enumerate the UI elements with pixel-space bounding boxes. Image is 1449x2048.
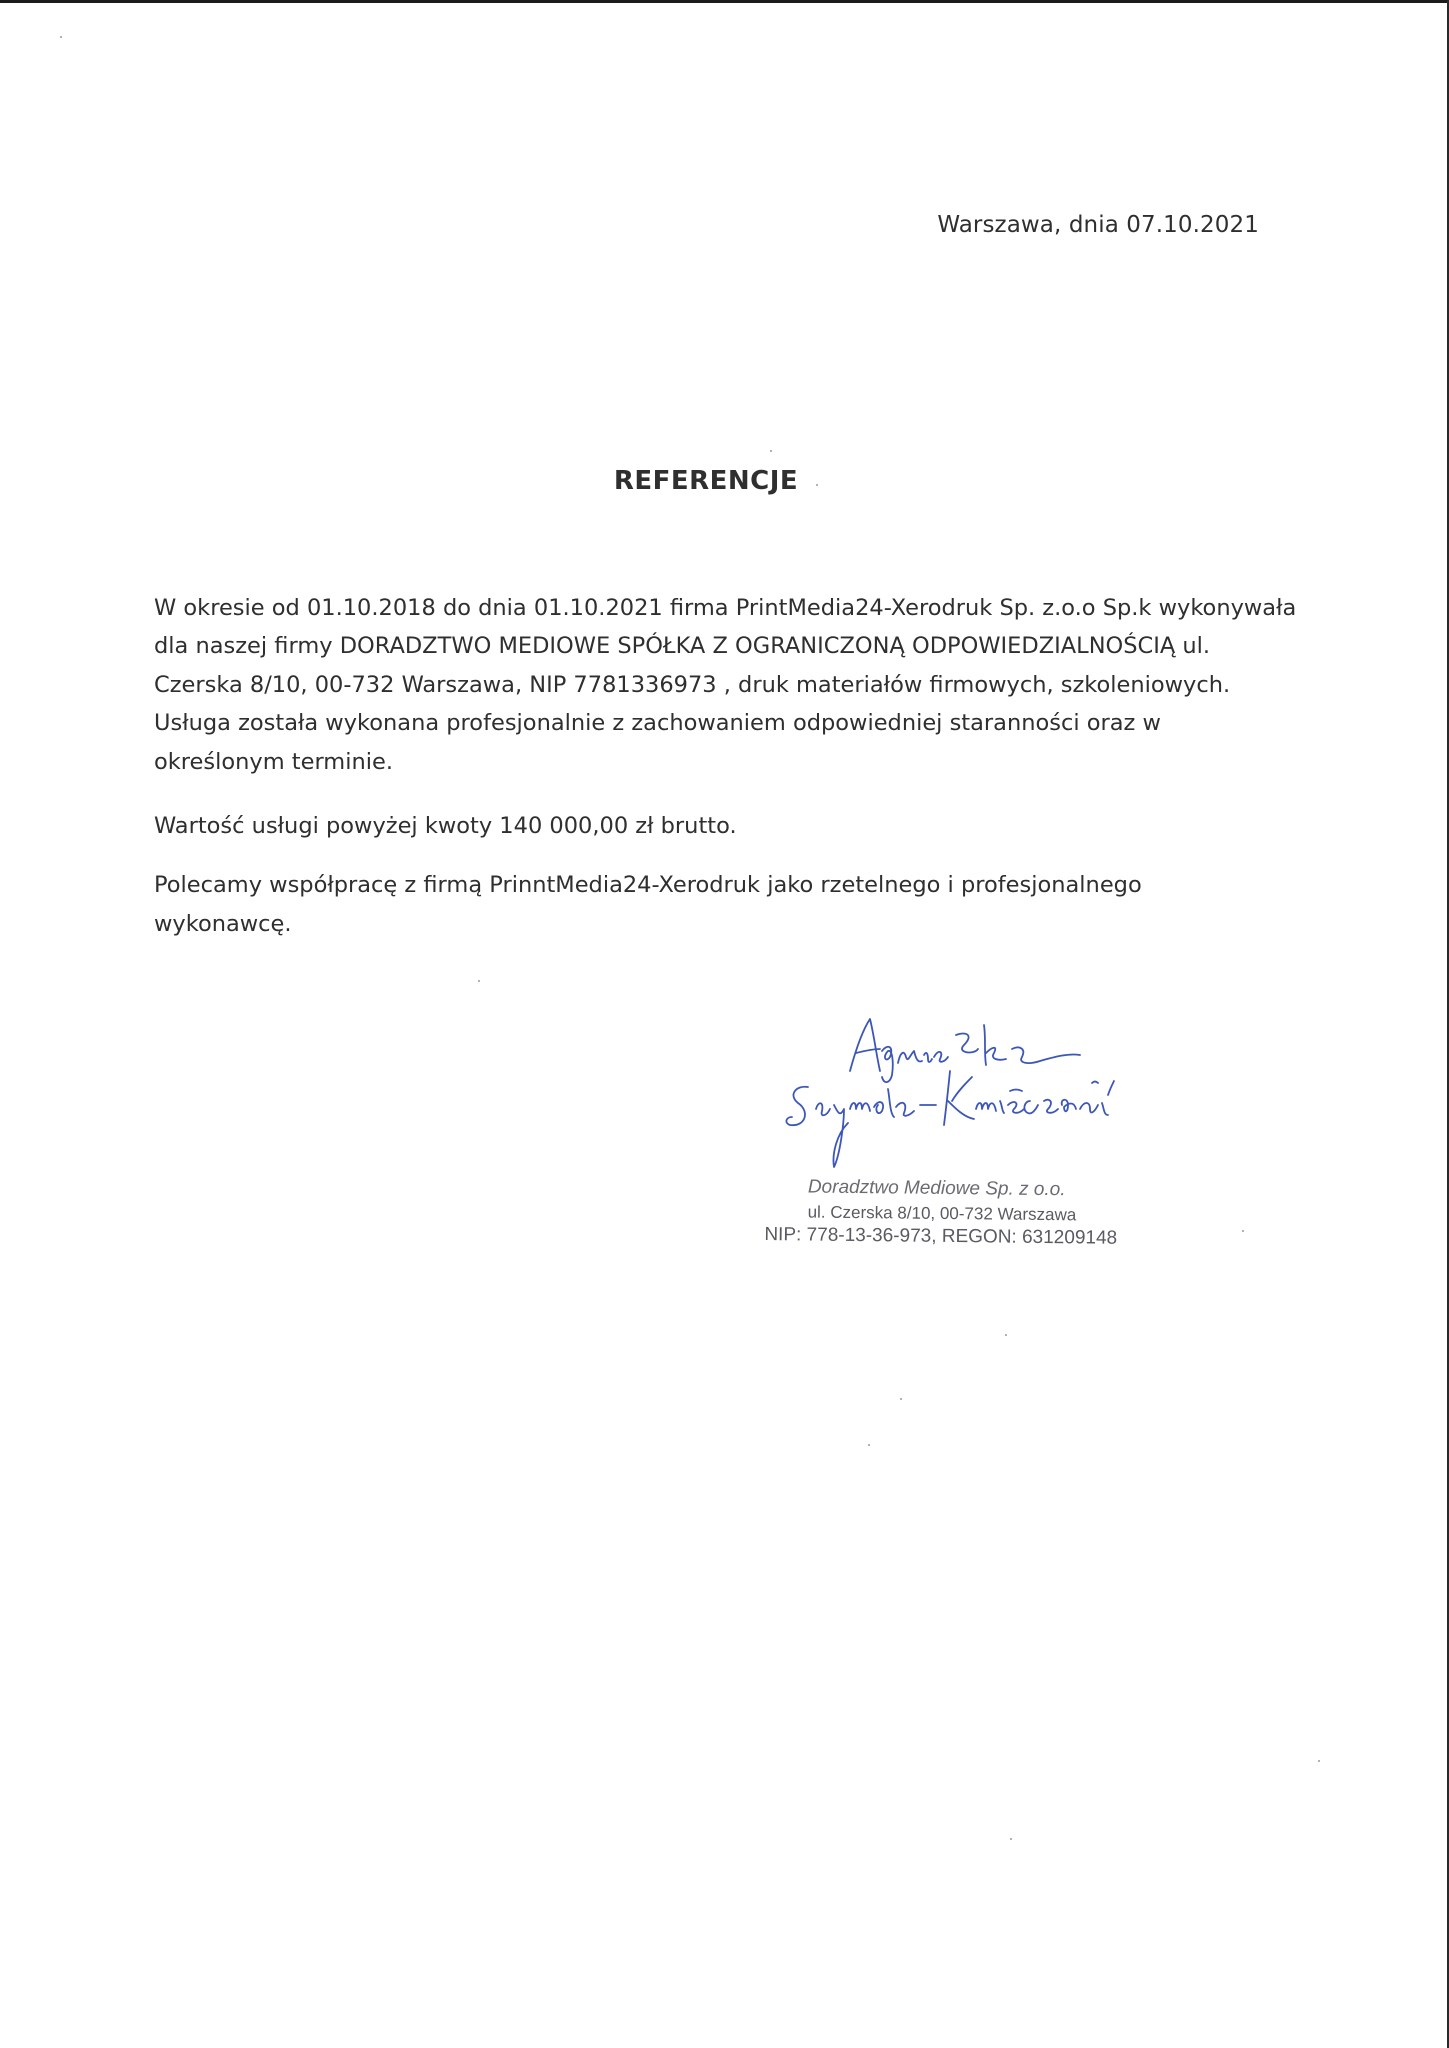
paragraph-3-line-2: wykonawcę. xyxy=(154,911,292,937)
place-date: Warszawa, dnia 07.10.2021 xyxy=(937,212,1259,238)
scan-speck xyxy=(816,484,818,486)
scan-speck xyxy=(1242,1230,1244,1232)
paragraph-1-line-3: Czerska 8/10, 00-732 Warszawa, NIP 7781336973 , druk materiałów firmowych, szkoleniowych. xyxy=(154,672,1231,698)
paragraph-2-value: Wartość usługi powyżej kwoty 140 000,00 zł brutto. xyxy=(154,813,737,839)
paragraph-1-line-2: dla naszej firmy DORADZTWO MEDIOWE SPÓŁKA Z OGRANICZONĄ ODPOWIEDZIALNOŚCIĄ ul. xyxy=(154,633,1211,659)
stamp-tax-ids: NIP: 778-13-36-973, REGON: 631209148 xyxy=(764,1224,1118,1249)
scan-speck xyxy=(1005,1334,1007,1336)
stamp-company-name: Doradztwo Mediowe Sp. z o.o. xyxy=(807,1176,1066,1201)
scan-top-edge xyxy=(0,0,1449,3)
document-title: REFERENCJE xyxy=(613,466,799,496)
paragraph-1-line-5: określonym terminie. xyxy=(154,749,393,775)
handwritten-signature xyxy=(778,1005,1198,1175)
scan-speck xyxy=(1318,1760,1320,1762)
paragraph-3-line-1: Polecamy współpracę z firmą PrinntMedia24-Xerodruk jako rzetelnego i profesjonalnego xyxy=(154,872,1142,898)
scan-speck xyxy=(60,36,62,38)
scan-speck xyxy=(900,1398,902,1400)
paragraph-1-line-4: Usługa została wykonana profesjonalnie z zachowaniem odpowiedniej staranności oraz w xyxy=(154,710,1161,736)
stamp-address: ul. Czerska 8/10, 00-732 Warszawa xyxy=(807,1202,1077,1225)
scan-speck xyxy=(478,980,480,982)
scan-speck xyxy=(1010,1838,1012,1840)
company-stamp xyxy=(760,1176,1160,1249)
scan-speck xyxy=(770,450,772,452)
scan-speck xyxy=(868,1444,870,1446)
paragraph-1-line-1: W okresie od 01.10.2018 do dnia 01.10.2021 firma PrintMedia24-Xerodruk Sp. z.o.o Sp.k wykonywała xyxy=(154,595,1297,621)
